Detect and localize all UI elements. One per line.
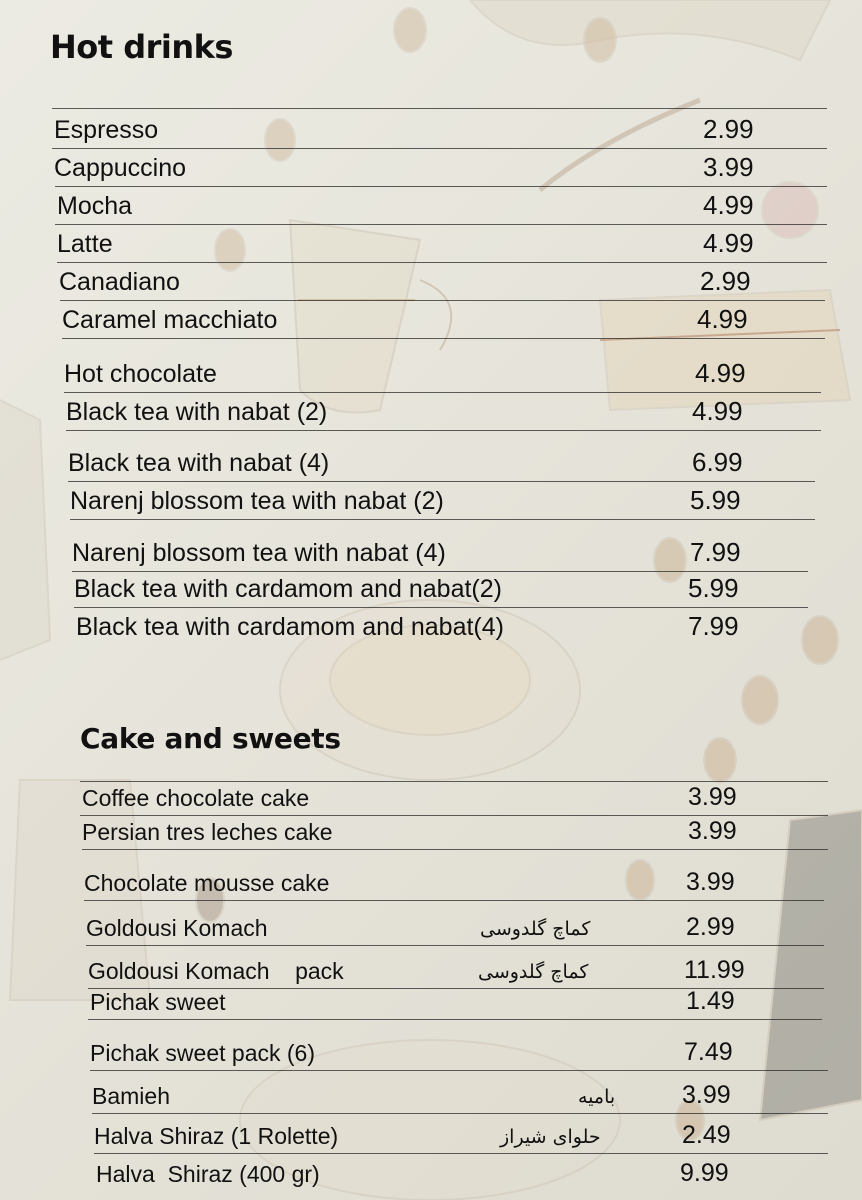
row-divider [64,392,821,393]
row-divider [52,148,827,149]
item-name: Bamieh [92,1083,170,1109]
item-name: Persian tres leches cake [82,819,333,845]
item-price: 4.99 [703,190,754,220]
item-name: Halva Shiraz (400 gr) [96,1161,320,1187]
row-divider [72,571,808,572]
hot-drink-row [68,481,815,519]
hot-drink-row [55,186,827,224]
item-name: Narenj blossom tea with nabat (4) [72,539,446,567]
item-price: 7.49 [684,1038,733,1066]
row-divider [55,186,827,187]
item-price: 2.99 [700,266,751,296]
cake-sweet-row [88,1019,822,1070]
item-price: 6.99 [692,447,743,477]
item-price: 7.99 [688,611,739,641]
row-divider [70,519,815,520]
row-divider [62,338,825,339]
item-name: Goldousi Komach [86,915,268,941]
item-name-persian: کماچ گلدوسی [480,918,591,940]
item-name: Narenj blossom tea with nabat (2) [70,487,444,515]
cake-sweet-row [80,781,828,815]
row-divider [84,900,824,901]
hot-drink-row [55,224,827,262]
item-price: 1.49 [686,987,735,1015]
hot-drink-row [52,108,827,148]
row-divider [52,108,827,109]
row-divider [68,481,815,482]
row-divider [90,1070,828,1071]
cake-sweet-row [92,1113,828,1153]
item-name: Black tea with cardamom and nabat(4) [76,613,504,641]
item-name: Caramel macchiato [62,306,278,334]
item-price: 7.99 [690,537,741,567]
item-name: Cappuccino [54,154,187,182]
item-name: Pichak sweet [90,989,226,1015]
item-price: 5.99 [688,573,739,603]
hot-drink-row [60,300,825,338]
item-price: 9.99 [680,1159,729,1187]
row-divider [57,262,827,263]
item-price: 4.99 [692,396,743,426]
item-name-persian: کماچ گلدوسی [478,961,589,983]
item-price: 11.99 [684,956,745,984]
cake-sweet-row [84,900,824,945]
row-divider [66,430,821,431]
row-divider [80,815,828,816]
item-price: 2.99 [703,114,754,144]
item-name: Black tea with nabat (4) [68,449,330,477]
item-name-persian: بامیه [578,1086,616,1108]
item-name: Canadiano [59,268,180,296]
section-title-hot-drinks: Hot drinks [50,28,233,66]
hot-drink-row [66,430,821,481]
item-name: Hot chocolate [64,360,217,388]
item-name: Black tea with cardamom and nabat(2) [74,575,502,603]
item-name: Latte [57,230,113,258]
hot-drink-row [57,262,827,300]
item-name: Black tea with nabat (2) [66,398,328,426]
item-name-persian: حلوای شیراز [500,1126,601,1148]
cake-sweet-row [90,1070,828,1113]
item-price: 2.99 [686,913,735,941]
item-name: Mocha [57,192,133,220]
hot-drink-row [74,607,808,645]
item-name: Goldousi Komach pack [88,958,344,984]
item-name: Espresso [54,116,159,144]
item-price: 3.99 [688,783,737,811]
hot-drink-row [70,519,815,571]
hot-drink-row [72,571,808,607]
item-price: 4.99 [703,228,754,258]
row-divider [80,781,828,782]
cake-sweet-row [94,1153,828,1191]
hot-drink-row [52,148,827,186]
row-divider [60,300,825,301]
item-price: 2.49 [682,1121,731,1149]
hot-drink-row [62,338,825,392]
row-divider [82,849,828,850]
cake-sweet-row [82,849,828,900]
item-price: 3.99 [682,1081,731,1109]
row-divider [55,224,827,225]
row-divider [74,607,808,608]
cake-sweet-row [80,815,828,849]
item-name: Coffee chocolate cake [82,785,310,811]
item-price: 3.99 [686,868,735,896]
row-divider [88,1019,822,1020]
item-price: 4.99 [695,358,746,388]
item-name: Halva Shiraz (1 Rolette) [94,1123,339,1149]
item-price: 3.99 [688,817,737,845]
cake-sweet-row [86,945,824,988]
item-price: 3.99 [703,152,754,182]
hot-drink-row [64,392,821,430]
cake-sweet-row [88,988,824,1019]
item-price: 5.99 [690,485,741,515]
row-divider [86,945,824,946]
section-title-cake-sweets: Cake and sweets [80,722,341,755]
row-divider [94,1153,828,1154]
item-price: 4.99 [697,304,748,334]
item-name: Pichak sweet pack (6) [90,1040,315,1066]
item-name: Chocolate mousse cake [84,870,330,896]
row-divider [92,1113,828,1114]
